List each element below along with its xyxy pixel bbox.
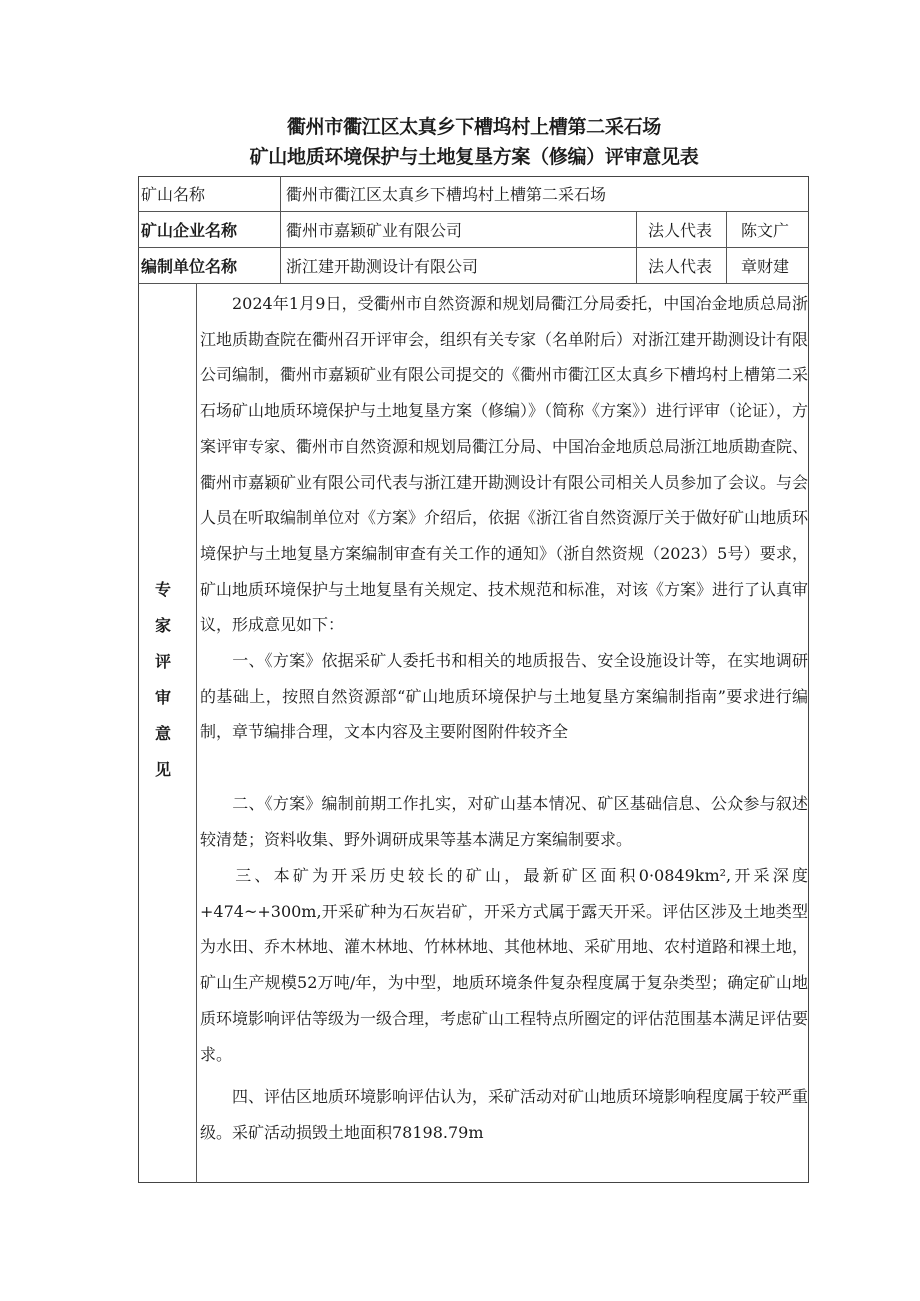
column-divider (726, 211, 727, 283)
opinion-paragraph-4: 三、本矿为开采历史较长的矿山，最新矿区面积0·0849km²,开采深度+474~+300m,开采矿种为石灰岩矿，开采方式属于露天开采。评估区涉及土地类型为水田、乔木林地、灌木林地、竹林林地、其他林地、采矿用地、农村道路和裸土地，矿山生产规模52万吨/年，为中型，地质环境条件复杂程度属于复杂类型；确定矿山地质环境影响评估等级为一级合理，考虑矿山工程特点所圈定的评估范围基本满足评估要求。 (200, 866, 809, 1064)
row-divider (138, 283, 809, 284)
company-label: 矿山企业名称 (141, 221, 238, 240)
column-divider (636, 211, 637, 283)
preparer-label: 编制单位名称 (141, 257, 238, 276)
side-char: 审 (154, 688, 171, 707)
side-char: 评 (154, 652, 171, 671)
column-divider (196, 283, 197, 1183)
row-divider (138, 211, 809, 212)
opinion-paragraph-5: 四、评估区地质环境影响评估认为，采矿活动对矿山地质环境影响程度属于较严重级。采矿活动损毁土地面积78198.79m (200, 1087, 809, 1142)
preparer-rep-value: 章财建 (741, 257, 790, 276)
document-title-line1: 衢州市衢江区太真乡下槽坞村上槽第二采石场 (286, 116, 661, 138)
company-rep-value: 陈文广 (741, 221, 790, 240)
side-char: 专 (154, 580, 171, 599)
preparer-rep-label: 法人代表 (648, 257, 713, 276)
side-char: 家 (154, 616, 171, 635)
expert-opinion-label (150, 572, 176, 788)
opinion-paragraph-2: 一、《方案》依据采矿人委托书和相关的地质报告、安全设施设计等，在实地调研的基础上，按照自然资源部“矿山地质环境保护与土地复垦方案编制指南”要求进行编制，章节编排合理，文本内容及主要附图附件较齐全 (200, 651, 808, 742)
side-char: 见 (154, 760, 171, 779)
column-divider (280, 176, 281, 283)
side-char: 意 (154, 724, 171, 743)
preparer-value: 浙江建开勘测设计有限公司 (286, 257, 479, 276)
company-rep-label: 法人代表 (648, 221, 713, 240)
opinion-paragraph-3: 二、《方案》编制前期工作扎实，对矿山基本情况、矿区基础信息、公众参与叙述较清楚；资料收集、野外调研成果等基本满足方案编制要求。 (200, 794, 808, 849)
mine-name-label: 矿山名称 (141, 185, 206, 204)
company-value: 衢州市嘉颖矿业有限公司 (286, 221, 463, 240)
row-divider (138, 247, 809, 248)
mine-name-value: 衢州市衢江区太真乡下槽坞村上槽第二采石场 (286, 185, 607, 204)
opinion-paragraph-1: 2024年1月9日，受衢州市自然资源和规划局衢江分局委托，中国冶金地质总局浙江地质勘查院在衢州召开评审会，组织有关专家（名单附后）对浙江建开勘测设计有限公司编制，衢州市嘉颖矿业有限公司提交的《衢州市衢江区太真乡下槽坞村上槽第二采石场矿山地质环境保护与土地复垦方案（修编）》（简称《方案》）进行评审（论证），方案评审专家、衢州市自然资源和规划局衢江分局、中国冶金地质总局浙江地质勘查院、衢州市嘉颖矿业有限公司代表与浙江建开勘测设计有限公司相关人员参加了会议。与会人员在听取编制单位对《方案》介绍后，依据《浙江省自然资源厅关于做好矿山地质环境保护与土地复垦方案编制审查有关工作的通知》（浙自然资规（2023）5号）要求，矿山地质环境保护与土地复垦有关规定、技术规范和标准，对该《方案》进行了认真审议，形成意见如下： (200, 294, 809, 635)
document-title-line2: 矿山地质环境保护与土地复垦方案（修编）评审意见表 (249, 146, 699, 168)
